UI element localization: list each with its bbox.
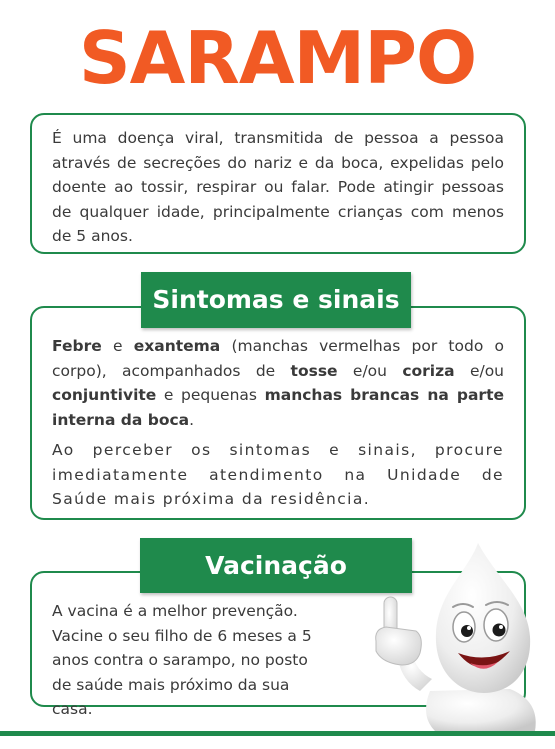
- intro-text: É uma doença viral, transmitida de pessoa a pessoa através de secreções do nariz e da boca, expelidas pelo doente ao tossir, respirar ou falar. Pode atingir pessoas de qualquer idade, principalmente crianças com menos de 5 anos.: [52, 129, 504, 245]
- droplet-mascot-icon: [350, 541, 540, 731]
- bottom-divider: [0, 731, 555, 736]
- symptoms-heading: Sintomas e sinais: [141, 272, 411, 328]
- symptoms-text: Febre e exantema (manchas vermelhas por todo o corpo), acompanhados de tosse e/ou coriza e/ou conjuntivite e pequenas manchas brancas na parte interna da boca.: [52, 337, 505, 429]
- vaccination-text: A vacina é a melhor prevenção. Vacine o seu filho de 6 meses a 5 anos contra o sarampo, no posto de saúde mais próximo da sua casa.: [52, 602, 312, 718]
- symptoms-advice: Ao perceber os sintomas e sinais, procure imediatamente atendimento na Unidade de Saúde mais próxima da residência.: [52, 441, 504, 508]
- symptom-fever: Febre: [52, 337, 102, 355]
- symptom-conjunctivitis: conjuntivite: [52, 386, 157, 404]
- symptom-coryza: coriza: [402, 361, 455, 380]
- symptom-cough: tosse: [290, 361, 338, 380]
- page-title: SARAMPO: [78, 16, 477, 100]
- intro-box: [30, 113, 526, 254]
- symptom-white-spots: manchas brancas na parte interna da boca: [52, 386, 504, 429]
- symptoms-box: [30, 306, 526, 520]
- vaccination-heading: Vacinação: [140, 538, 412, 593]
- symptom-rash: exantema: [133, 337, 221, 355]
